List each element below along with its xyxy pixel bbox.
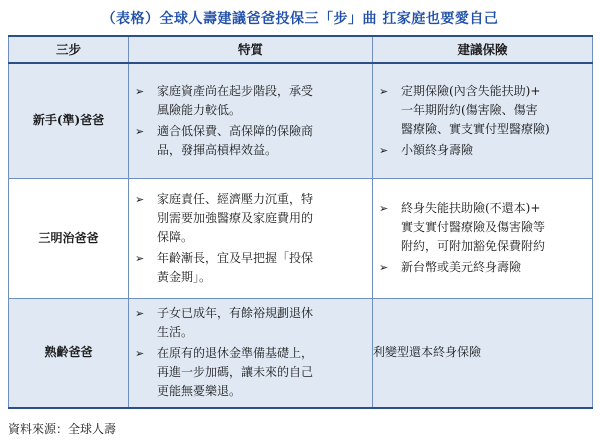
- arrow-bullet-icon: ➢: [135, 124, 145, 138]
- insurance-text: 終身失能扶助險(不還本)+ 實支實付醫療險及傷害險等 附約，可附加豁免保費附約: [401, 201, 546, 253]
- list-item: [135, 304, 366, 342]
- list-item: [135, 249, 366, 287]
- list-item: [379, 199, 586, 256]
- insurance-text: 小額終身壽險: [401, 142, 474, 157]
- table-title: （表格）全球人壽建議爸爸投保三「步」曲 扛家庭也要愛自己: [101, 11, 499, 27]
- arrow-bullet-icon: ➢: [135, 84, 145, 98]
- trait-text: 家庭資產尚在起步階段，承受 風險能力較低。: [157, 83, 314, 117]
- insurance-cell: [373, 178, 593, 298]
- arrow-bullet-icon: ➢: [379, 143, 389, 157]
- traits-cell: [129, 178, 373, 298]
- step-cell: 新手(準)爸爸: [9, 63, 129, 178]
- list-item: [135, 82, 366, 120]
- table-row: [9, 63, 593, 178]
- traits-cell: [129, 298, 373, 408]
- list-item: [379, 258, 586, 277]
- arrow-bullet-icon: ➢: [379, 261, 389, 274]
- list-item: [135, 344, 366, 401]
- trait-text: 家庭責任、經濟壓力沉重，特 別需要加強醫療及家庭費用的 保障。: [157, 191, 314, 244]
- insurance-cell: 利變型還本終身保險: [373, 298, 593, 408]
- trait-text: 在原有的退休金準備基礎上， 再進一步加碼，讓未來的自己 更能無憂樂退。: [157, 346, 314, 399]
- header-steps: 三步: [9, 36, 129, 63]
- trait-text: 適合低保費、高保障的保險商 品，發揮高槓桿效益。: [157, 123, 314, 157]
- header-traits: 特質: [129, 36, 373, 63]
- list-item: [135, 122, 366, 160]
- insurance-cell: [373, 63, 593, 178]
- list-item: [379, 141, 586, 160]
- table-header-row: [9, 36, 593, 63]
- list-item: [135, 190, 366, 247]
- arrow-bullet-icon: ➢: [379, 202, 389, 215]
- header-insurance: 建議保險: [373, 36, 593, 63]
- table-row: [9, 178, 593, 298]
- table-row: [9, 298, 593, 408]
- trait-text: 年齡漸長，宜及早把握「投保 黃金期」。: [157, 250, 314, 284]
- traits-cell: [129, 63, 373, 178]
- list-item: [379, 82, 586, 139]
- source-note: 資料來源：全球人壽: [8, 422, 117, 436]
- insurance-text: 定期保險(內含失能扶助)+ 一年期附約(傷害險、傷害 醫療險、實支實付型醫療險): [401, 83, 550, 136]
- arrow-bullet-icon: ➢: [135, 192, 145, 206]
- arrow-bullet-icon: ➢: [135, 251, 145, 265]
- trait-text: 子女已成年，有餘裕規劃退休 生活。: [157, 306, 314, 340]
- step-cell: 熟齡爸爸: [9, 298, 129, 408]
- step-cell: 三明治爸爸: [9, 178, 129, 298]
- arrow-bullet-icon: ➢: [379, 84, 389, 98]
- arrow-bullet-icon: ➢: [135, 307, 145, 321]
- arrow-bullet-icon: ➢: [135, 347, 145, 361]
- insurance-text: 新台幣或美元終身壽險: [401, 260, 522, 274]
- insurance-table: [8, 35, 593, 409]
